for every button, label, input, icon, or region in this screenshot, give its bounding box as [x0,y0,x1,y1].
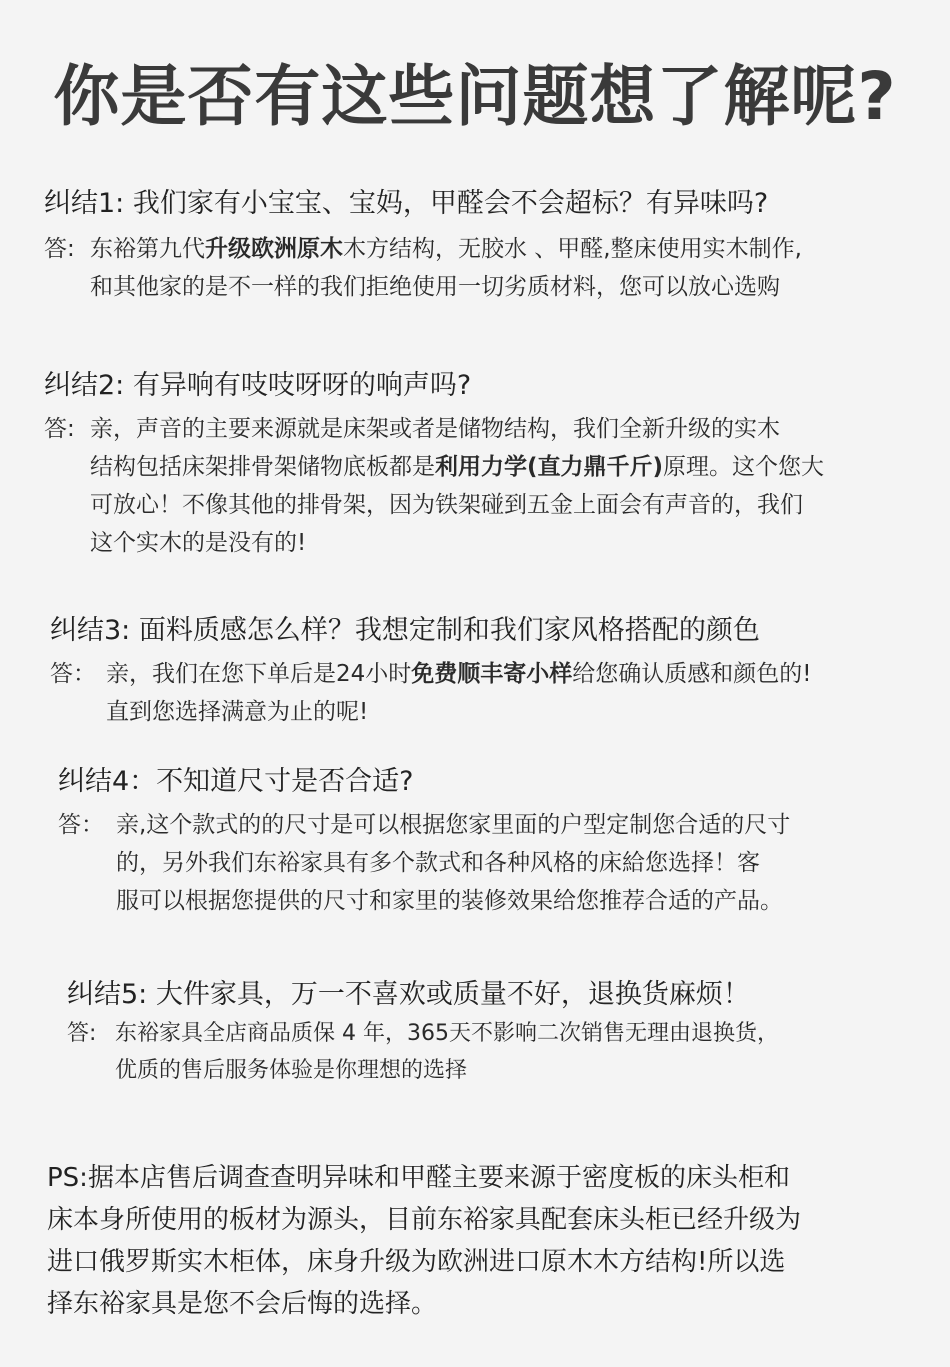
question-1: 纠结1: 我们家有小宝宝、宝妈，甲醛会不会超标？有异味吗? [44,188,769,219]
ps-note [47,1157,801,1325]
answer-line: 东裕家具全店商品质保 4 年，365天不影响二次销售无理由退换货， [115,1021,779,1046]
answer-label: 答： [50,661,96,687]
answer-label: 答: [67,1021,97,1046]
qa-section-5 [67,977,779,1089]
answer-label: 答: [44,236,75,262]
ps-line: 进口俄罗斯实木柜体，床身升级为欧洲进口原木木方结构!所以选 [47,1247,786,1277]
answer-line: 这个实木的是没有的! [90,530,307,556]
answer-line: 服可以根据您提供的尺寸和家里的装修效果给您推荐合适的产品。 [116,888,783,914]
page-title: 你是否有这些问题想了解呢? [53,58,897,135]
answer-line: 亲，我们在您下单后是24小时免费顺丰寄小样给您确认质感和颜色的! [106,661,812,687]
qa-section-1 [44,186,802,306]
answer-5 [67,1015,779,1089]
answer-label: 答: [44,416,75,442]
ps-line: 床本身所使用的板材为源头，目前东裕家具配套床头柜已经升级为 [47,1205,802,1235]
answer-line: 亲，声音的主要来源就是床架或者是储物结构，我们全新升级的实木 [90,416,780,442]
highlight-text: 升级欧洲原木 [205,236,343,262]
answer-line: 直到您选择满意为止的呢! [106,699,369,725]
answer-line: 的，另外我们东裕家具有多个款式和各种风格的床給您选择！客 [116,850,760,876]
answer-1 [44,230,802,306]
qa-section-4 [58,764,790,920]
answer-line: 亲,这个款式的的尺寸是可以根据您家里面的户型定制您合适的尺寸 [116,812,791,838]
answer-line: 可放心！不像其他的排骨架，因为铁架碰到五金上面会有声音的，我们 [90,492,803,518]
question-3: 纠结3: 面料质感怎么样？我想定制和我们家风格搭配的颜色 [50,615,760,646]
ps-line: PS:据本店售后调查查明异味和甲醛主要来源于密度板的床头柜和 [47,1163,790,1193]
highlight-text: 利用力学(直力鼎千斤) [435,454,664,480]
ps-line: 择东裕家具是您不会后悔的选择。 [47,1289,438,1319]
answer-3 [50,655,812,731]
question-2: 纠结2: 有异响有吱吱呀呀的响声吗? [44,370,472,401]
qa-section-2 [44,368,824,562]
answer-line: 优质的售后服务体验是你理想的选择 [115,1058,468,1083]
answer-4 [58,806,790,920]
question-5: 纠结5: 大件家具，万一不喜欢或质量不好，退换货麻烦！ [67,979,750,1010]
answer-line: 结构包括床架排骨架储物底板都是利用力学(直力鼎千斤)原理。这个您大 [90,454,825,480]
qa-section-3 [50,613,812,731]
question-4: 纠结4：不知道尺寸是否合适? [58,766,414,797]
answer-label: 答： [58,812,104,838]
highlight-text: 免费顺丰寄小样 [411,661,573,687]
answer-2 [44,410,824,562]
answer-line: 和其他家的是不一样的我们拒绝使用一切劣质材料，您可以放心选购 [90,274,780,300]
answer-line: 东裕第九代升级欧洲原木木方结构，无胶水 、甲醛,整床使用实木制作, [90,236,802,262]
